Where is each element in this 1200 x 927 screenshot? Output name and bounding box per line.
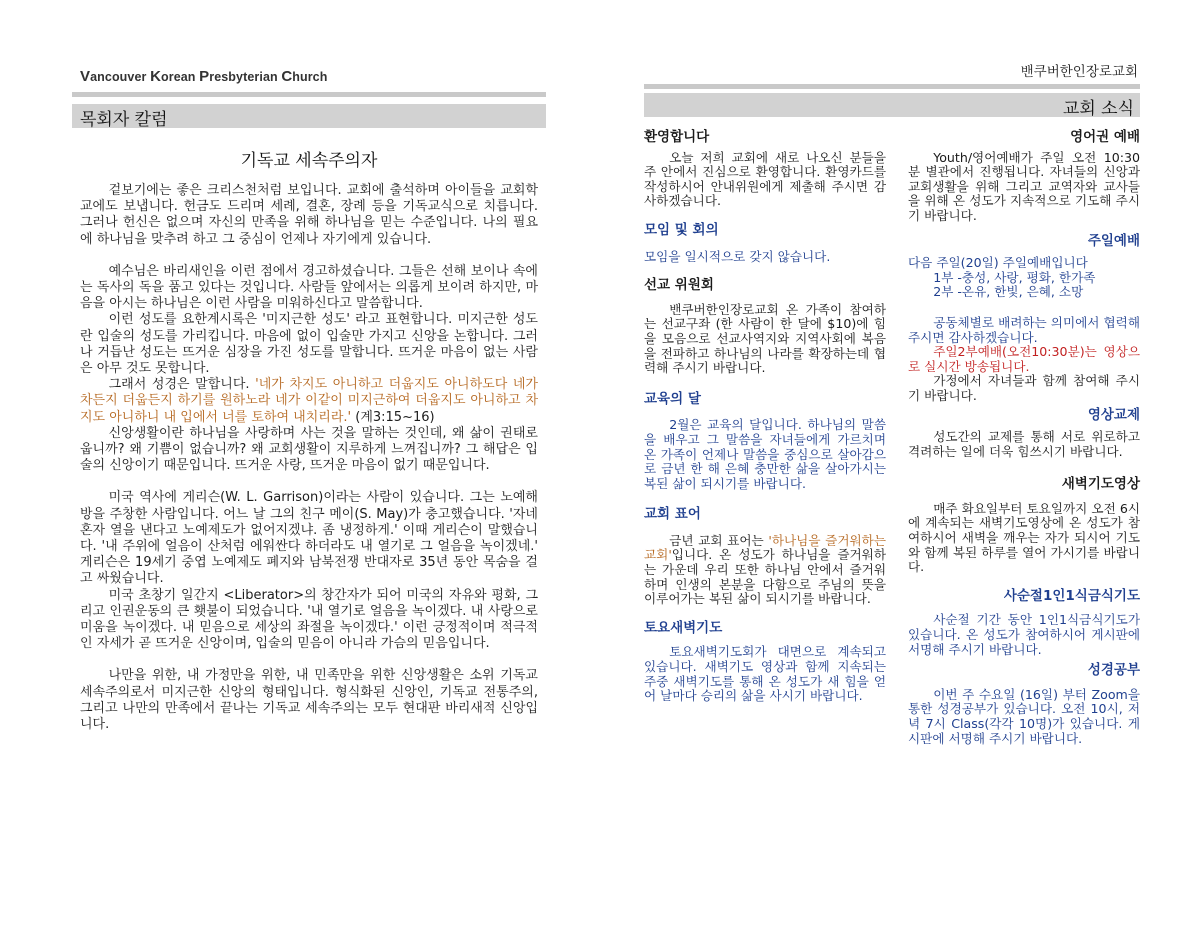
news-heading-bible-study: 성경공부 <box>1087 662 1140 679</box>
news-body-sunday-broadcast: 주일2부예배(오전10:30분)는 영상으로 실시간 방송됩니다. <box>908 344 1140 374</box>
section-bar-pastor-column <box>72 104 546 128</box>
news-body-english-worship: Youth/영어예배가 주일 오전 10:30분 별관에서 진행됩니다. 자녀들의 신앙과 교회생활을 위해 그리고 교역자와 교사들을 위해 온 성도가 지속적으로 기도해 주시기 바랍니다. <box>908 149 1140 223</box>
news-heading-saturday-prayer: 토요새벽기도 <box>644 619 723 636</box>
article-paragraph: 나만을 위한, 내 가정만을 위한, 내 민족만을 위한 신앙생활은 소위 기독교 세속주의로서 미지근한 신앙의 형태입니다. 형식화된 신앙인, 기독교 전통주의, 그리고 나만의 만족에서 끝나는 기독교 세속주의는 모두 현대판 바리새적 신앙입니다. <box>80 668 538 733</box>
news-body-motto: 금년 교회 표어는 '하나님을 즐거워하는 교회'입니다. 온 성도가 하나님을 즐거워하는 가운데 우리 또한 하나님 안에서 즐거워하며 인생의 본분을 다함으로 주님의 뜻을 이루어가는 복된 삶이 되시기를 바랍니다. <box>644 532 886 607</box>
scripture-reference: (계3:15~16) <box>351 409 435 425</box>
news-body-lent-fast: 사순절 기간 동안 1인1식금식기도가 있습니다. 온 성도가 참여하시어 게시판에 서명해 주시기 바랍니다. <box>908 612 1140 657</box>
news-body-sunday-line1: 다음 주일(20일) 주일예배입니다 <box>908 255 1088 271</box>
church-korean-name: 밴쿠버한인장로교회 <box>1020 64 1138 80</box>
news-column-left <box>644 128 886 704</box>
news-body-bible-study: 이번 주 수요일 (16일) 부터 Zoom을 통한 성경공부가 있습니다. 오전 10시, 저녁 7시 Class(각각 10명)가 있습니다. 게시판에 서명해 주시기 바랍니다. <box>908 686 1140 746</box>
article-paragraph: 예수님은 바리새인을 이런 점에서 경고하셨습니다. 그들은 선해 보이나 속에는 독사의 독을 품고 있다는 것입니다. 사람들 앞에서는 의롭게 보이려 하지만, 마음을 아시는 하나님은 이런 사람을 미워하신다고 말씀합니다. <box>80 263 538 312</box>
news-body-meeting: 모임을 일시적으로 갖지 않습니다. <box>644 248 831 264</box>
news-body-sunday-community: 공동체별로 배려하는 의미에서 협력해 주시면 감사하겠습니다. <box>908 314 1140 345</box>
article-paragraph: 미국 역사에 게리슨(W. L. Garrison)이라는 사람이 있습니다. 그는 노예해방을 주창한 사람입니다. 어느 날 그의 친구 메이(S. May)가 충고했습니다. '자네 혼자 열을 낸다고 노예제도가 없어지겠냐. 좀 냉정하게.' 이때 게리슨이 말했습니다. '내 주위에 얼음이 산처럼 에워싼다 하더라도 내 열기로 그 얼음을 녹이겠네.' 게리슨은 19세기 중엽 노예제도 폐지와 남북전쟁 반대자로 35년 동안 목숨을 걸고 싸웠습니다. <box>80 490 538 587</box>
news-heading-video-fellowship: 영상교제 <box>1087 406 1140 423</box>
header-rule <box>644 84 1140 89</box>
article-paragraph: 이런 성도를 요한계시록은 '미지근한 성도' 라고 표현합니다. 미지근한 성도란 입술의 성도를 가리킵니다. 마음에 없이 입술만 가지고 신앙을 논합니다. 그러나 거듭난 성도는 뜨거운 심장을 가진 성도를 말합니다. 뜨거운 마음이 없는 사람은 아무 것도 못합니다. <box>80 312 538 377</box>
article-paragraph-scripture: 그래서 성경은 말합니다. '네가 차지도 아니하고 더웁지도 아니하도다 네가 차든지 더웁든지 하기를 원하노라 네가 이같이 미지근하여 더웁지도 아니하고 차지도 아니하니 내 입에서 너를 토하여 내치리라.' (계3:15~16) <box>80 377 538 425</box>
news-heading-english-worship: 영어권 예배 <box>1070 129 1140 145</box>
news-heading-motto: 교회 표어 <box>644 506 701 523</box>
scripture-quote: '네가 차지도 아니하고 더웁지도 아니하도다 네가 차든지 더웁든지 하기를 원하노라 네가 이같이 미지근하여 더웁지도 아니하고 차지도 아니하니 내 입에서 너를 토하여 내치리라.' <box>80 377 538 425</box>
news-body-mission: 밴쿠버한인장로교회 온 가족이 참여하는 선교구좌 (한 사람이 한 달에 $10)에 힘을 모음으로 선교사역지와 지역사회에 복음을 전파하고 하나님의 나라를 확장하는데 협력해 주시기 바랍니다. <box>644 301 886 376</box>
news-body-sunday-line2: 1부 -충성, 사랑, 평화, 한가족 <box>933 269 1096 285</box>
section-bar-church-news <box>644 93 1140 117</box>
right-page <box>600 0 1200 927</box>
church-english-name: Vancouver Korean Presbyterian Church <box>80 68 328 85</box>
article-paragraph: 신앙생활이란 하나님을 사랑하며 사는 것을 말하는 것인데, 왜 삶이 권태로웁니까? 왜 기쁨이 없습니까? 왜 교회생활이 지루하게 느껴집니까? 그 해답은 입술의 신앙이기 때문입니다. 뜨거운 사랑, 뜨거운 마음이 없기 때문입니다. <box>80 425 538 474</box>
news-body-sunday-family: 가정에서 자녀들과 함께 참여해 주시기 바랍니다. <box>908 373 1140 403</box>
article-body <box>80 183 538 733</box>
motto-quote: '하나님을 즐거워하는 교회' <box>644 532 886 563</box>
news-heading-lent-fast: 사순절1인1식금식기도 <box>1003 587 1140 604</box>
news-body-dawn-video: 매주 화요일부터 토요일까지 오전 6시에 계속되는 새벽기도영상에 온 성도가 참여하시어 새벽을 깨우는 자가 되시어 기도와 함께 복된 하루를 열어 가시기를 바랍니다. <box>908 500 1140 575</box>
news-heading-sunday-worship: 주일예배 <box>1087 232 1140 249</box>
news-body-education: 2월은 교육의 달입니다. 하나님의 말씀을 배우고 그 말씀을 자녀들에게 가르치며 온 가족이 언제나 말씀을 중심으로 살아감으로 금년 한 해 은혜 충만한 삶을 살아가시는 복된 삶이 되시기를 바랍니다. <box>644 417 886 491</box>
article-paragraph: 겉보기에는 좋은 크리스천처럼 보입니다. 교회에 출석하며 아이들을 교회학교에도 보냅니다. 헌금도 드리며 세례, 결혼, 장례 등을 기독교식으로 치릅니다. 그러나 헌신은 없으며 자신의 만족을 위해 하나님을 믿는 수준입니다. 나의 필요에 하나님을 맞추려 하고 그 중심이 언제나 자기에게 있습니다. <box>80 183 538 247</box>
news-column-right <box>908 128 1140 746</box>
news-heading-meeting: 모임 및 회의 <box>644 221 719 238</box>
news-heading-mission: 선교 위원회 <box>644 277 714 294</box>
section-label: 교회 소식 <box>1062 99 1134 119</box>
news-body-saturday-prayer: 토요새벽기도회가 대면으로 계속되고 있습니다. 새벽기도 영상과 함께 지속되는 주중 새벽기도를 통해 온 성도가 새 힘을 얻어 날마다 승리의 삶을 사시기 바랍니다. <box>644 644 886 704</box>
news-body-video-fellowship: 성도간의 교제를 통해 서로 위로하고 격려하는 일에 더욱 힘쓰시기 바랍니다. <box>908 429 1140 459</box>
news-body-sunday-line3: 2부 -온유, 한빛, 은혜, 소망 <box>933 284 1084 300</box>
section-label: 목회자 칼럼 <box>80 110 168 130</box>
header-rule <box>72 92 546 97</box>
article-paragraph: 미국 초창기 일간지 <Liberator>의 창간자가 되어 미국의 자유와 평화, 그리고 인권운동의 큰 횃불이 되었습니다. '내 열기로 얼음을 녹이겠다. 내 사랑으로 미움을 녹이겠다. 내 믿음으로 세상의 좌절을 녹이겠다.' 이런 긍정적이며 적극적인 자세가 곧 뜨거운 신앙이며, 입술의 믿음이 아니라 가슴의 믿음입니다. <box>80 587 538 652</box>
news-heading-welcome: 환영합니다 <box>644 129 710 145</box>
article-title: 기독교 세속주의자 <box>240 151 378 171</box>
news-heading-dawn-video: 새벽기도영상 <box>1061 476 1140 493</box>
news-body-welcome: 오늘 저희 교회에 새로 나오신 분들을 주 안에서 진심으로 환영합니다. 환영카드를 작성하시어 안내위원에게 제출해 주시면 감사하겠습니다. <box>644 149 886 209</box>
news-heading-education: 교육의 달 <box>644 390 701 407</box>
